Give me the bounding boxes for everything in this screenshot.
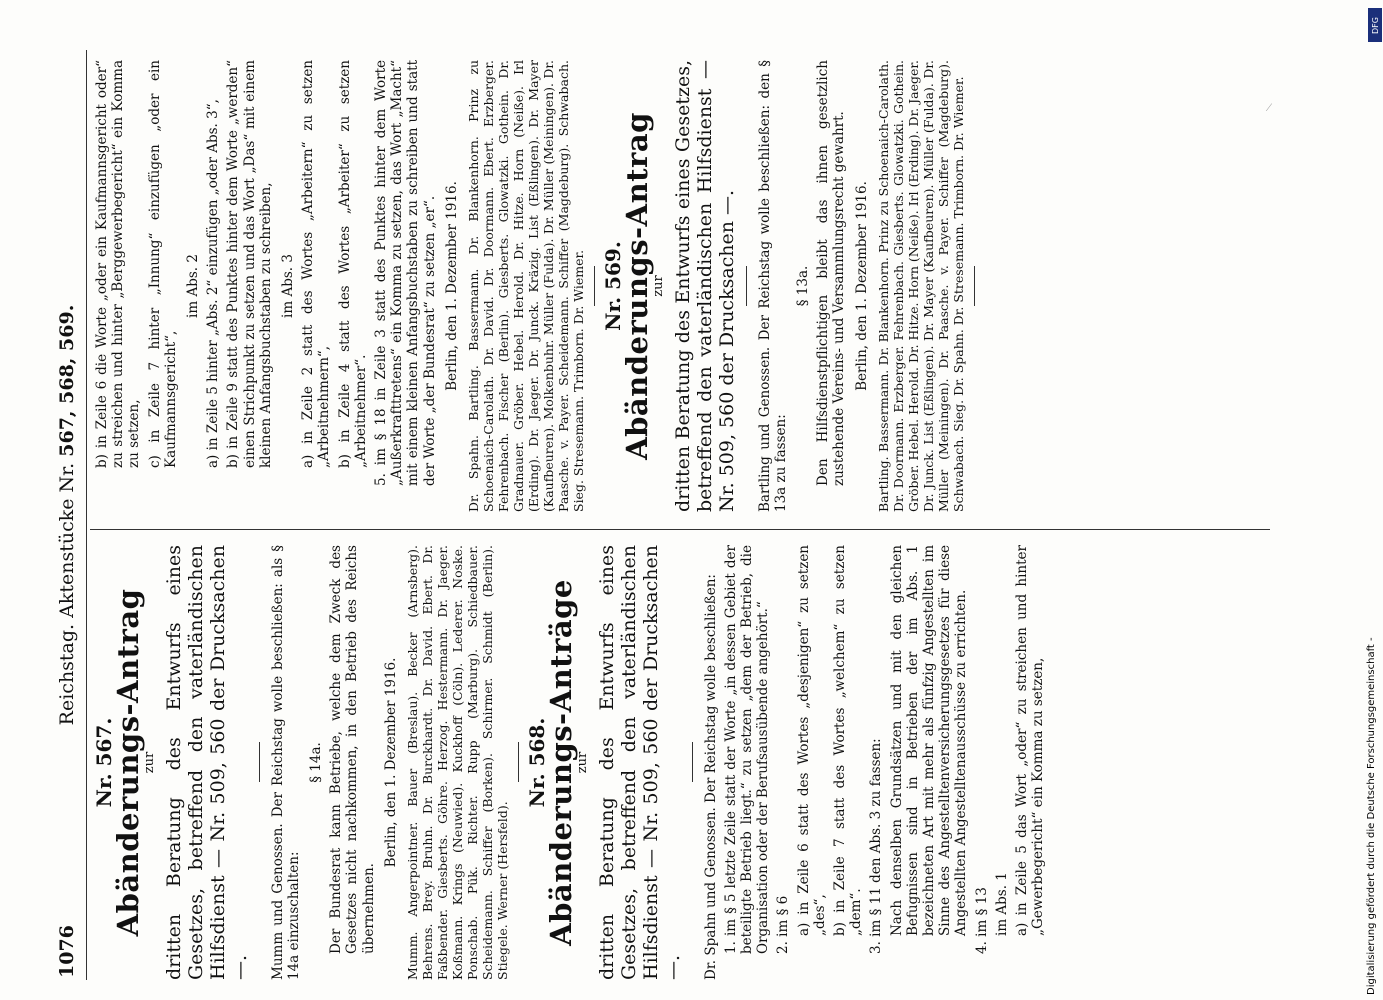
item-1: 1. im § 5 letzte Zeile statt der Worte „in dessen Gebiet der beteiligte Betrieb liegt.“ zu setzen „dem der Betrieb, die Organisation oder der Berufsausübende angehört.“ [722,545,772,954]
item-4: 4. im § 13 [973,887,990,954]
running-title-numbers: 567, 568, 569. [56,304,78,457]
running-title [56,50,78,980]
motion-title-567: Abänderungs-Antrag [111,588,146,937]
item-3-text: Nach denselben Grundsätzen und mit den gleichen Befugnissen sind in Betrieben der im Abs. 1 bezeichneten Art mit mehr als fünfzig Angestellten im Sinne des Angestelltenversicherungsgesetzes für diese Angestellten Angestelltenausschüsse zu errichten. [888,545,970,936]
item-5: 5. im § 18 in Zeile 3 statt des Punktes hinter dem Worte „Außerkrafttretens“ ein Komma zu setzen, das Wort „Macht“ mit einem kleinen Anfangsbuchstaben zu schreiben und statt der Worte „der Bundesrat“ zu setzen „er“. [373,60,438,486]
zur-569: zur [651,275,667,297]
abs-2-b: b) in Zeile 9 statt des Punktes hinter dem Worte „werden“ einen Strichpunkt zu setzen und das Wort „Das“ mit einem kleinen Anfangsbuchstaben zu schreiben, [225,60,274,468]
motion-title-568: Abänderungs-Anträge [544,579,579,946]
short-rule [518,743,519,783]
short-rule [746,266,747,306]
scan-mark-icon: ⁄ [1268,100,1271,114]
document-number-568: Nr. 568. [525,717,550,808]
motion-subject-568: dritten Beratung des Entwurfs eines Gesetzes, betreffend den vaterländischen Hilfsdienst — Nr. 509, 560 der Drucksachen —. [595,545,684,980]
section-14a: § 14a. [308,742,325,783]
motion-intro-568: Dr. Spahn und Genossen. Der Reichstag wolle beschließen: [702,574,719,980]
column-divider [90,529,1270,530]
right-column [90,60,985,512]
short-rule [259,743,260,783]
abs-2-heading: im Abs. 2 [185,254,202,318]
section-text-13a: Den Hilfsdienstpflichtigen bleibt das ihnen gesetzlich zustehende Vereins- und Versammlungsrecht gewahrt. [815,60,848,486]
signatories-567: Mumm. Angerpointner. Bauer (Breslau). Becker (Arnsberg). Behrens. Brey. Bruhn. Dr. Burckhardt. Dr. David. Ebert. Dr. Faßbender. Giesberts. Göhre. Herzog. Hestermann. Dr. Jaeger. Koßmann. Krings (Neuwied). Kuckhoff (Cöln). Lederer. Noske. Ponschab. Pük. Richter. Rupp (Marburg). Schiedbauer. Scheidemann. Schiffer (Borken). Schirmer. Schmidt (Berlin). Stiegele. Werner (Hersfeld). [405,545,511,980]
page-number: 1076 [56,925,78,978]
section-text-14a: Der Bundesrat kann Betriebe, welche dem Zweck des Gesetzes nicht nachkommen, in den Betrieb des Reichs übernehmen. [328,545,377,954]
running-title-prefix: Reichstag. Aktenstücke Nr. [56,462,78,726]
item-2b: b) in Zeile 7 statt des Wortes „welchem“ zu setzen „dem“. [832,545,865,936]
signatories-568: Dr. Spahn. Bartling. Bassermann. Dr. Blankenhorn. Prinz zu Schoenaich-Carolath. Dr. David. Dr. Doormann. Ebert. Erzberger. Fehrenbach. Fischer (Berlin). Giesberts. Glowatzki. Gothein. Dr. Gradnauer. Gröber. Hebel. Herold. Dr. Hitze. Horn (Neiße). Irl (Erding). Dr. Jaeger. Dr. Junck. Kräzig. List (Eßlingen). Dr. Mayer (Kaufbeuren). Molkenbuhr. Müller (Fulda). Dr. Müller (Meiningen). Dr. Paasche. v. Payer. Scheidemann. Schiffer (Magdeburg). Schwabach. Sieg. Stresemann. Trimborn. Dr. Wiemer. [466,60,587,512]
date-567: Berlin, den 1. Dezember 1916. [382,657,399,868]
motion-intro-567: Mumm und Genossen. Der Reichstag wolle beschließen: als § 14a einzuschalten: [269,545,302,980]
abs-2-a: a) in Zeile 5 hinter „Abs. 2“ einzufügen „oder Abs. 3“, [205,99,222,468]
date-568: Berlin, den 1. Dezember 1916. [443,181,460,391]
short-rule [974,266,975,306]
item-2a: a) in Zeile 6 statt des Wortes „desjenigen“ zu setzen „des“, [795,545,828,936]
item-4c: c) in Zeile 7 hinter „Innung“ einzufügen „oder ein Kaufmannsgericht“, [146,60,179,468]
document-number-567: Nr. 567. [92,717,116,808]
zur-567: zur [142,751,158,774]
item-4-sub: im Abs. 1 [993,872,1010,936]
short-rule [594,266,595,306]
motion-subject-567: dritten Beratung des Entwurfs eines Gesetzes, betreffend den vaterländischen Hilfsdienst — Nr. 509, 560 der Drucksachen —. [162,545,251,980]
short-rule [692,743,693,783]
item-4a: a) in Zeile 5 das Wort „oder“ zu streichen und hinter „Gewerbegericht“ ein Komma zu setzen, [1014,545,1047,936]
signatories-569: Bartling. Bassermann. Dr. Blankenhorn. Prinz zu Schoenaich-Carolath. Dr. Doormann. Erzberger. Fehrenbach. Giesberts. Glowatzki. Gothein. Gröber. Hebel. Herold. Dr. Hitze. Horn (Neiße). Irl (Erding). Dr. Jaeger. Dr. Junck. List (Eßlingen). Dr. Mayer (Kaufbeuren). Müller (Fulda). Dr. Müller (Meiningen). Dr. Paasche. v. Payer. Schiffer (Magdeburg). Schwabach. Sieg. Dr. Spahn. Dr. Stresemann. Trimborn. Dr. Wiemer. [875,60,966,512]
item-3: 3. im § 11 den Abs. 3 zu fassen: [868,738,885,954]
date-569: Berlin, den 1. Dezember 1916. [853,181,870,391]
motion-title-569: Abänderungs-Antrag [620,112,655,460]
item-2: 2. im § 6 [775,895,792,954]
document-number-569: Nr. 569. [601,241,626,331]
digitization-credit: Digitalisierung gefördert durch die Deutsche Forschungsgemeinschaft - [1366,637,1377,995]
abs-3-a: a) in Zeile 2 statt des Wortes „Arbeitern“ zu setzen „Arbeitnehmern“, [300,60,333,468]
abs-3-heading: im Abs. 3 [280,254,297,318]
rotated-page-content [50,50,1290,980]
motion-subject-569: dritten Beratung des Entwurfs eines Gesetzes, betreffend den vaterländischen Hilfsdienst — Nr. 509, 560 der Drucksachen —. [671,60,738,512]
left-column [90,545,1051,980]
header-rule [86,50,87,980]
abs-3-b: b) in Zeile 4 statt des Wortes „Arbeiter“ zu setzen „Arbeitnehmer“. [336,60,369,468]
motion-intro-569: Bartling und Genossen. Der Reichstag wolle beschließen: den § 13a zu fassen: [756,60,789,512]
item-4b: b) in Zeile 6 die Worte „oder ein Kaufmannsgericht oder“ zu streichen und hinter „Berggewerbegericht“ ein Komma zu setzen, [94,60,143,468]
section-13a: § 13a. [795,265,812,307]
page-header [50,50,86,980]
dfg-logo-text: DFG [1370,16,1380,34]
zur-568: zur [575,751,591,774]
